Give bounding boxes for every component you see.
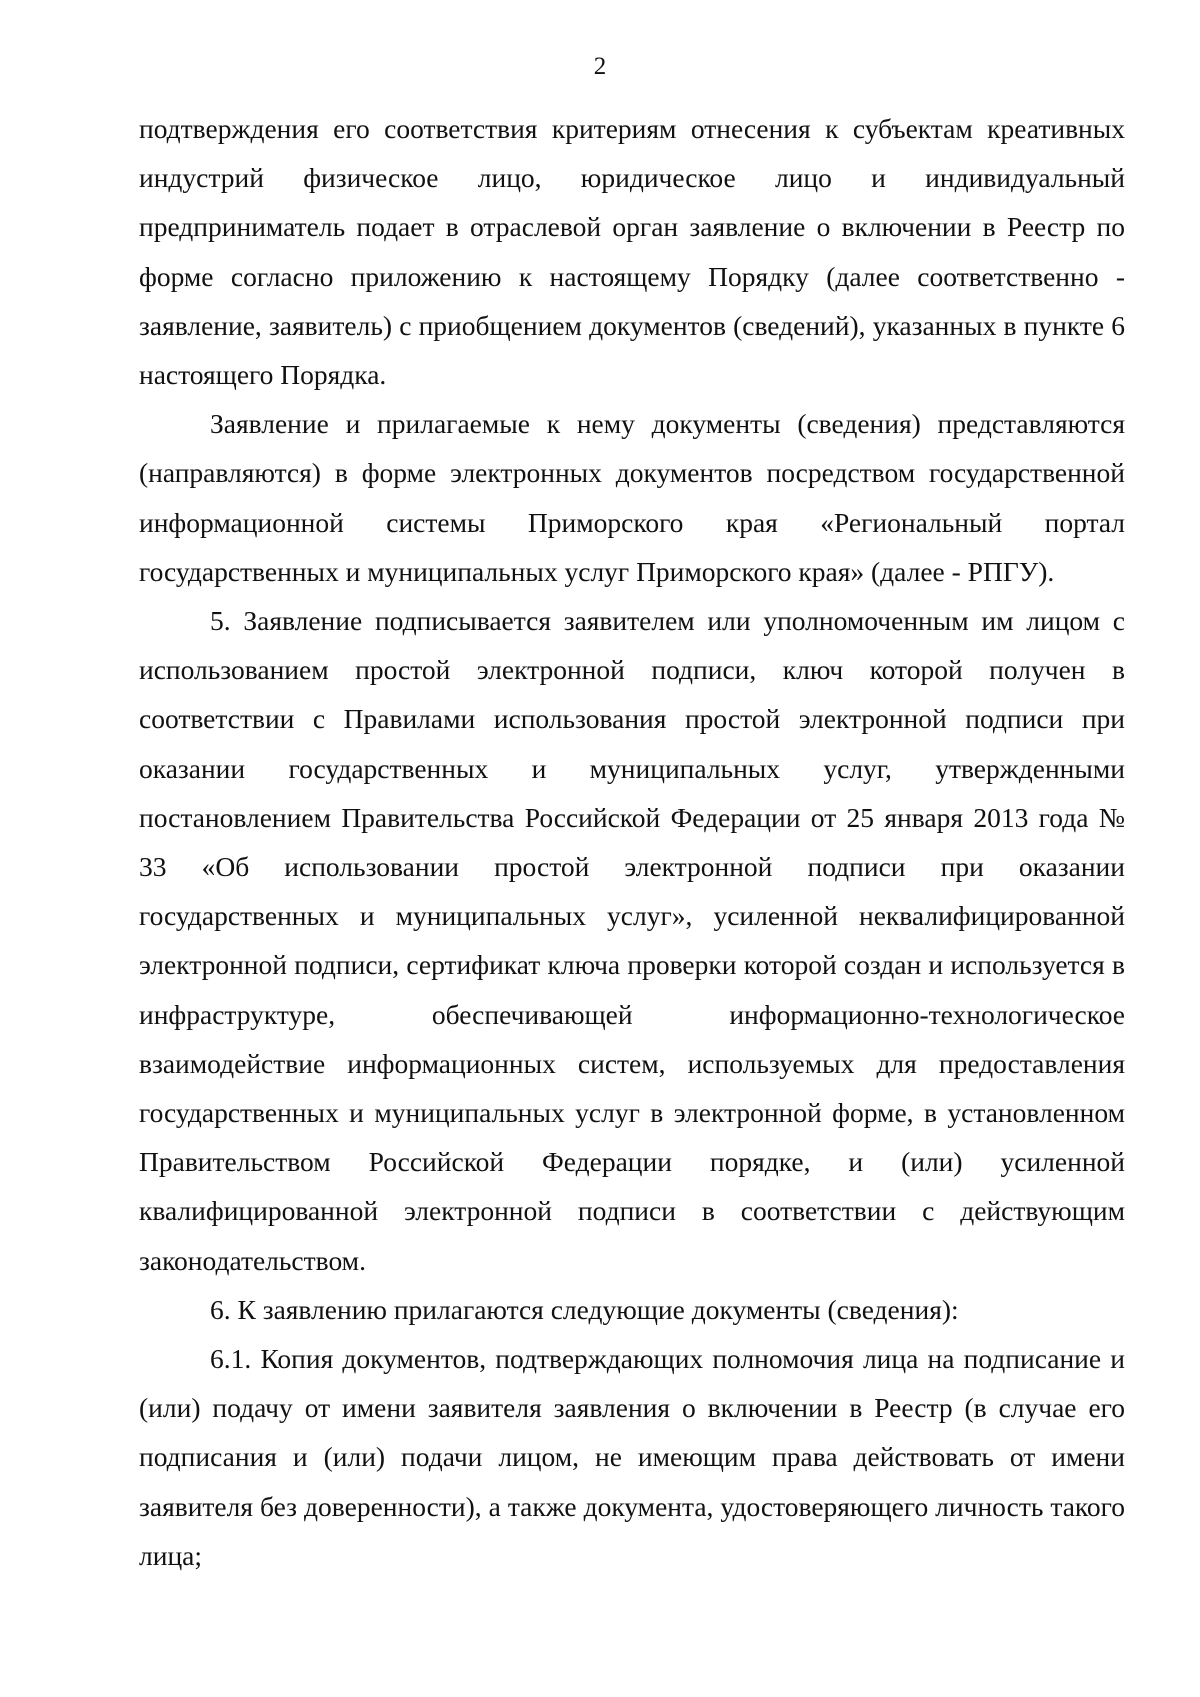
paragraph-submission-form: Заявление и прилагаемые к нему документы (сведения) представляются (направляются) в форме электронных документов посредством государственной информационной системы Приморского края «Региональный портал государственных и муниципальных услуг Приморского края» (далее - РПГУ). bbox=[139, 408, 1125, 587]
paragraph-item-6-1-authority-copy: 6.1. Копия документов, подтверждающих полномочия лица на подписание и (или) подачу от имени заявителя заявления о включении в Реестр (в случае его подписания и (или) подачи лицом, не имеющим права действовать от имени заявителя без доверенности), а также документа, удостоверяющего личность такого лица; bbox=[139, 1343, 1125, 1571]
paragraph-item-5-signature: 5. Заявление подписывается заявителем или уполномоченным им лицом с использованием простой электронной подписи, ключ которой получен в соответствии с Правилами использования простой электронной подписи при оказании государственных и муниципальных услуг, утвержденными постановлением Правительства Российской Федерации от 25 января 2013 года № 33 «Об использовании простой электронной подписи при оказании государственных и муниципальных услуг», усиленной неквалифицированной электронной подписи, сертификат ключа проверки которой создан и используется в инфраструктуре, обеспечивающей информационно-технологическое взаимодействие информационных систем, используемых для предоставления государственных и муниципальных услуг в электронной форме, в установленном Правительством Российской Федерации порядке, и (или) усиленной квалифицированной электронной подписи в соответствии с действующим законодательством. bbox=[139, 605, 1125, 1276]
page-number: 2 bbox=[593, 53, 607, 80]
paragraph-continuation: подтверждения его соответствия критериям отнесения к субъектам креативных индустрий физическое лицо, юридическое лицо и индивидуальный предприниматель подает в отраслевой орган заявление о включении в Реестр по форме согласно приложению к настоящему Порядку (далее соответственно - заявление, заявитель) с приобщением документов (сведений), указанных в пункте 6 настоящего Порядка. bbox=[139, 113, 1125, 391]
document-body bbox=[139, 104, 1125, 1580]
paragraph-item-6-attachments: 6. К заявлению прилагаются следующие документы (сведения): bbox=[210, 1293, 959, 1325]
